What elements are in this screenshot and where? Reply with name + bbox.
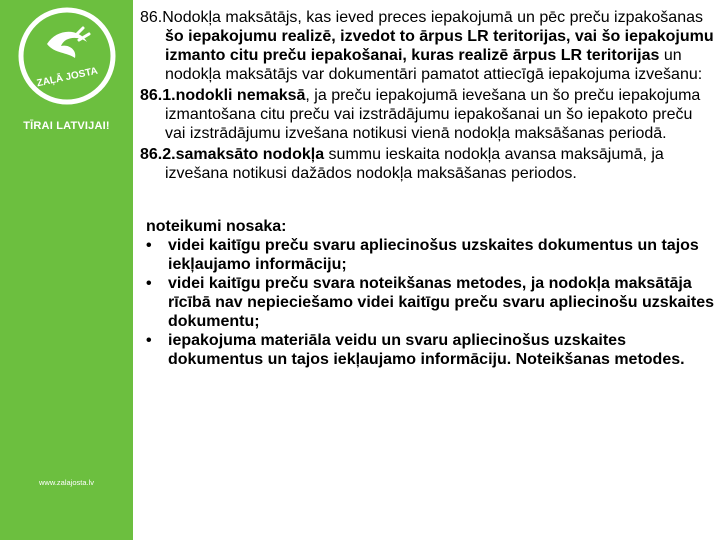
list-item-text: videi kaitīgu preču svara noteikšanas metodes, ja nodokļa maksātāja rīcībā nav nepieciešamo videi kaitīgu preču svaru apliecinošu uzskaites dokumentu; xyxy=(168,275,714,330)
list-item xyxy=(146,274,716,331)
paragraph-86-2 xyxy=(140,145,716,183)
paragraph-86-1 xyxy=(140,86,716,143)
p86-text-a: 86.Nodokļa maksātājs, kas ieved preces iepakojumā un pēc preču izpakošanas xyxy=(140,9,703,26)
regulations-box xyxy=(140,217,716,369)
list-item-text: iepakojuma materiāla veidu un svaru apliecinošus uzskaites dokumentus un tajos iekļaujamo informāciju. Noteikšanas metodes. xyxy=(168,332,685,368)
logo-text: ZAĻĀ JOSTA xyxy=(35,65,99,90)
paragraph-86 xyxy=(140,8,716,84)
list-item xyxy=(146,331,716,369)
list-item xyxy=(146,236,716,274)
p86-2-bold: 86.2.samaksāto nodokļa xyxy=(140,146,325,163)
website-url: www.zalajosta.lv xyxy=(38,478,95,487)
p86-1-bold: 86.1.nodokli nemaksā xyxy=(140,87,306,104)
p86-1-text: , ja preču iepakojumā ievešana un šo preču iepakojuma izmantošana citu preču vai izstrādājumu iepakošanai un šo iepakoto preču vai izstrādājumu izvešana notikusi vienā nodokļa maksāšanas periodā. xyxy=(165,87,701,142)
slogan: TĪRAI LATVIJAI! xyxy=(23,120,110,132)
p86-text-bold: šo iepakojumu realizē, izvedot to ārpus LR teritorijas, vai šo iepakojumu izmanto citu preču iepakošanai, kuras realizē ārpus LR teritorijas xyxy=(165,28,714,64)
regulations-heading: noteikumi nosaka: xyxy=(146,218,287,235)
bullet-icon: • xyxy=(146,332,152,349)
bullet-icon: • xyxy=(146,237,152,254)
bullet-icon: • xyxy=(146,275,152,292)
regulations-list xyxy=(146,236,716,369)
main-content xyxy=(140,8,716,369)
p86-text-c: un nodokļa maksātājs var dokumentāri pamatot attiecīgā iepakojuma izvešanu: xyxy=(165,47,703,83)
sidebar xyxy=(0,0,133,540)
zala-josta-logo xyxy=(17,6,117,106)
list-item-text: videi kaitīgu preču svaru apliecinošus uzskaites dokumentus un tajos iekļaujamo informāciju; xyxy=(168,237,699,273)
p86-2-text: summu ieskaita nodokļa avansa maksājumā, ja izvešana notikusi dažādos nodokļa maksāšanas periodos. xyxy=(165,146,664,182)
